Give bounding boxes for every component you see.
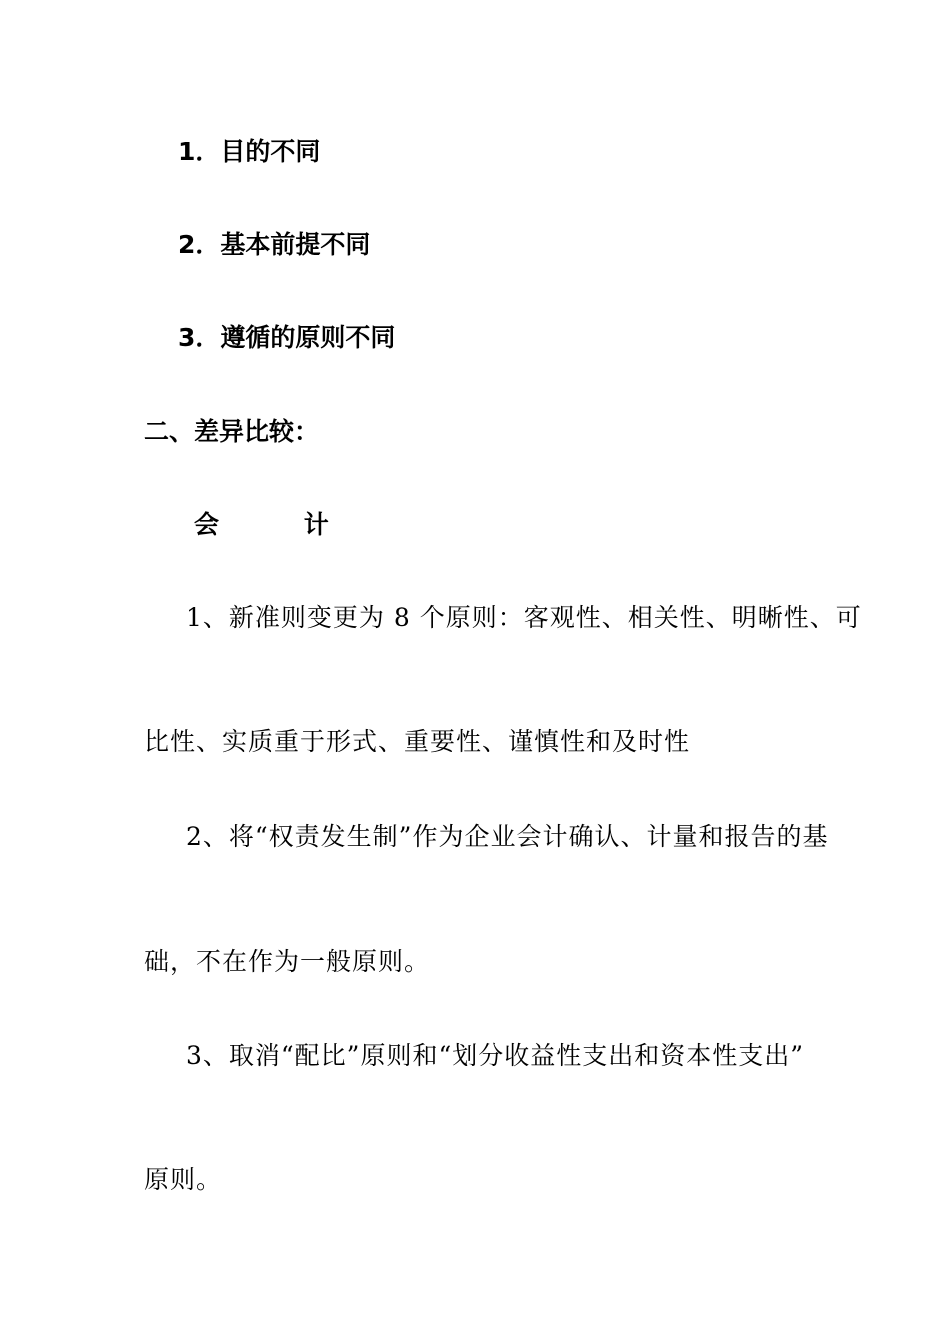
paragraph-2-line-1: 2、将“权责发生制”作为企业会计确认、计量和报告的基 bbox=[186, 822, 829, 851]
list-item-3: 3．遵循的原则不同 bbox=[178, 323, 396, 352]
paragraph-1-line-1: 1、新准则变更为 8 个原则：客观性、相关性、明晰性、可 bbox=[186, 603, 862, 632]
section-heading: 二、差异比较： bbox=[144, 417, 320, 446]
paragraph-3-line-1: 3、取消“配比”原则和“划分收益性支出和资本性支出” bbox=[186, 1041, 805, 1070]
paragraph-1-line-2: 比性、实质重于形式、重要性、谨慎性和及时性 bbox=[144, 727, 691, 756]
list-item-2: 2．基本前提不同 bbox=[178, 230, 371, 259]
paragraph-3-line-2: 原则。 bbox=[144, 1165, 223, 1194]
subheading: 会 计 bbox=[194, 510, 367, 539]
paragraph-2-line-2: 础，不在作为一般原则。 bbox=[144, 947, 431, 976]
list-item-1: 1．目的不同 bbox=[178, 137, 321, 166]
